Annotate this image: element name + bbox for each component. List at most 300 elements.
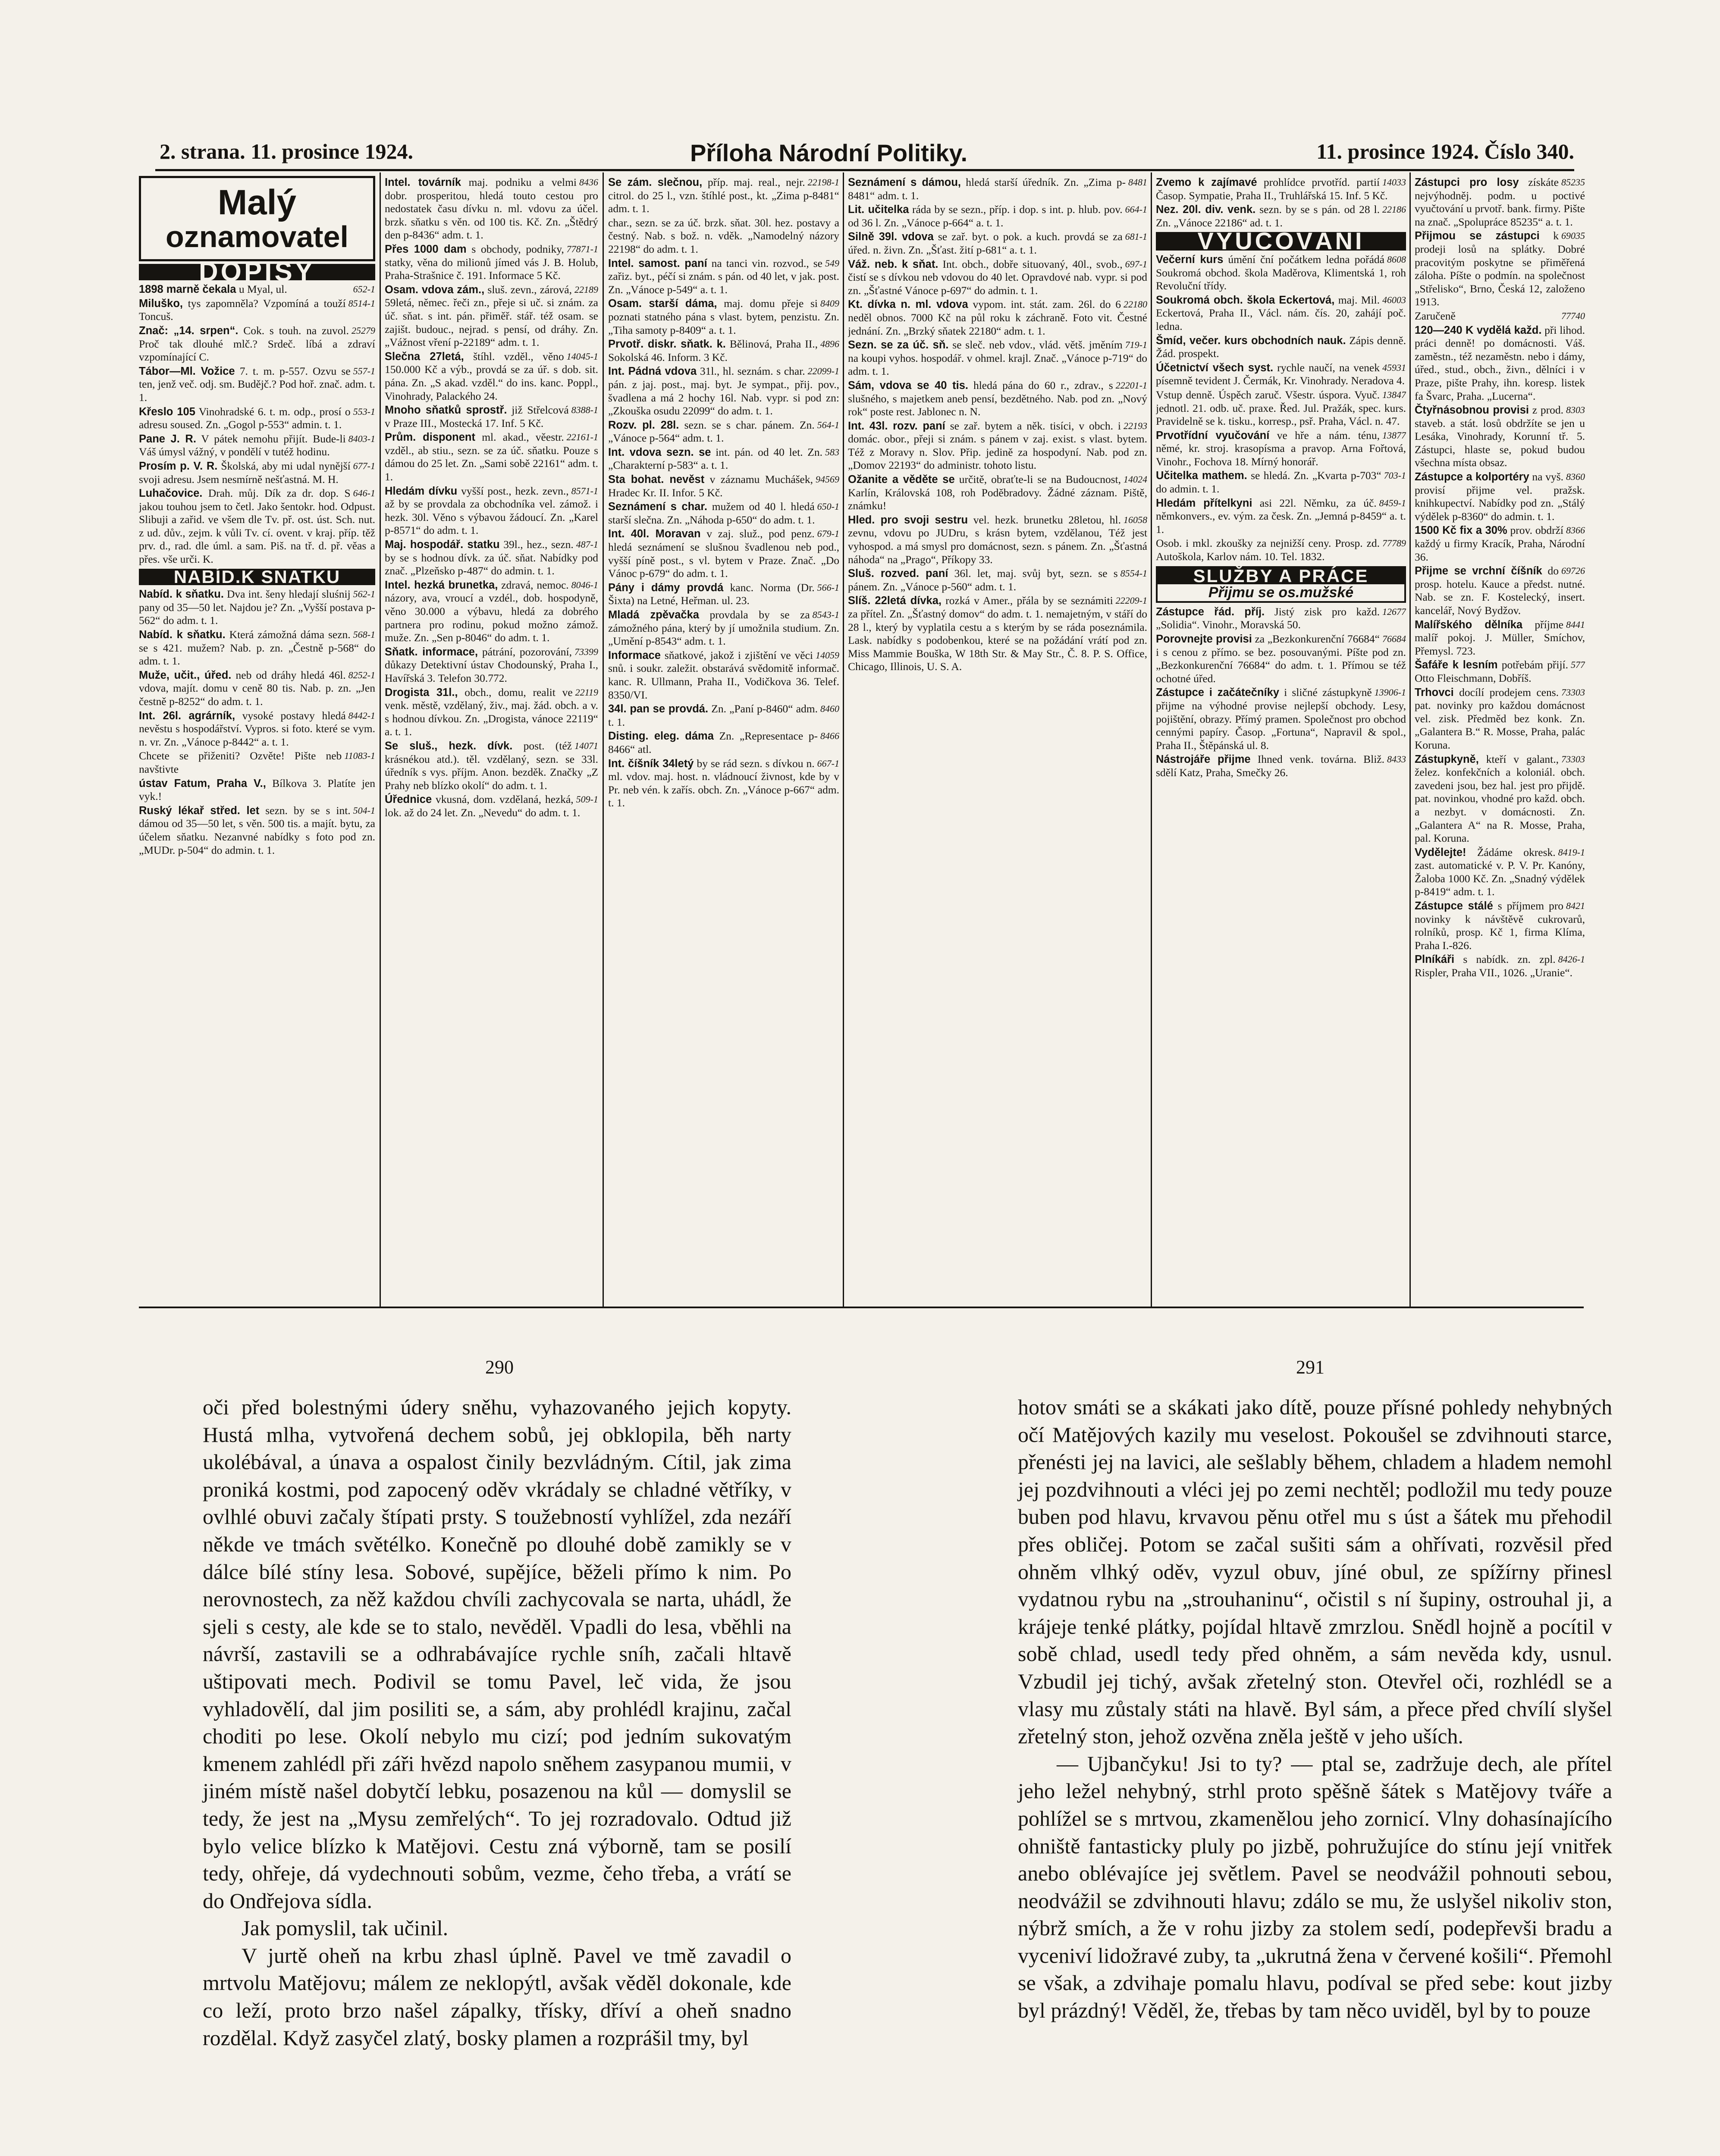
header-rule <box>155 169 1574 171</box>
ad-text: sezn. by se s pán. od 28 l. Zn. „Vánoce 22186“ ad. t. 1. <box>1156 203 1380 229</box>
ad-headline: Muže, učit., úřed. <box>139 669 232 681</box>
ad-text: příjme malíř pokoj. J. Müller, Smíchov, Přemysl. 723. <box>1415 618 1585 657</box>
ad-code: 14045-1 <box>566 351 598 362</box>
ad-headline: Drogista 31l., <box>385 686 458 699</box>
ad-text: maj. domu přeje si poznati statného pána s vlast. bytem, penzistu. Zn. „Tiha samoty p-8409“ a. t. 1. <box>608 297 839 336</box>
classified-ad <box>848 420 1147 472</box>
ad-text: Která zámožná dáma sezn. se s 421. mužem? Nab. p. zn. „Čestně p-568“ do adm. t. 1. <box>139 628 375 667</box>
classified-ad <box>608 649 839 702</box>
classified-ad <box>139 324 375 364</box>
header-date-right: 11. prosince 1924. Číslo 340. <box>1316 139 1574 163</box>
ads-list-5a <box>1156 176 1406 229</box>
ad-text: maj. podniku a velmi dobr. prosperitou, hledá touto cestou pro nedostatek času dívku n. ml. vdovu za účel. brzk. sňatku s věn. od 100 tis. Kč. Zn. „Štědrý den p-8436“ adm. t. 1. <box>385 176 598 241</box>
classified-ad <box>385 350 598 403</box>
ads-bottom-rule <box>139 1307 1584 1308</box>
ad-code: 8426-1 <box>1558 954 1585 965</box>
ad-text: ráda by se sezn., příp. i dop. s int. p. hlub. pov. od 36 l. Zn. „Vánoce p-664“ a. t. 1. <box>848 203 1123 229</box>
column-divider <box>1409 172 1411 1307</box>
ad-code: 77789 <box>1382 538 1406 549</box>
classified-ad <box>385 485 598 537</box>
ads-dopisy <box>139 283 375 566</box>
ad-text: štíhl. vzděl., věno 150.000 Kč a výb., provdá se za úř. s dob. sit. pána. Zn. „S akad. vzděl.“ do ins. kanc. Poppl., Vinohrady, Palackého 24. <box>385 350 598 402</box>
ad-code: 719-1 <box>1125 339 1147 351</box>
ad-text: ml. akad., věestr. vzděl., ab stiu., sezn. se za úč. sňatku. Pouze s dámou do 25 let. Zn. „Sami sobě 22161“ adm. t. 1. <box>385 431 598 483</box>
ad-text: maj. Mil. Eckertová, Praha II., Václ. nám. čís. 20, zahájí poč. ledna. <box>1156 293 1406 332</box>
ad-text: i sličné zástupkyně přijme na výhodné provise nejlepší obchody. Lesy, pojištění, obrazy. Přímý pramen. Společnost pro obchod cennými papíry. Časop. „Fortuna“, Napravil & spol., Praha II., Štěpánská ul. 8. <box>1156 686 1406 752</box>
classified-ad <box>608 216 839 256</box>
ad-code: 667-1 <box>817 758 839 769</box>
ad-headline: Sám, vdova se 40 tis. <box>848 379 968 392</box>
header-title: Příloha Národní Politiky. <box>690 139 968 166</box>
ad-text: vkusná, dom. vzdělaná, hezká, lok. až do 24 let. Zn. „Nevedu“ do adm. t. 1. <box>385 793 581 819</box>
section-nabidky-snatku: NABÍD.K SNATKU <box>139 569 375 586</box>
ad-headline: Int. Pádná vdova <box>608 365 697 378</box>
ad-code: 77740 <box>1561 310 1585 321</box>
ad-code: 85235 <box>1561 177 1585 188</box>
classified-ad <box>1156 753 1406 779</box>
ad-code: 22099-1 <box>807 366 839 377</box>
classified-ad <box>1156 605 1406 632</box>
classified-ad <box>1415 846 1585 899</box>
ad-headline: Malířského dělníka <box>1415 618 1523 631</box>
ad-code: 22161-1 <box>566 432 598 443</box>
classified-ad <box>608 297 839 337</box>
ad-headline: Porovnejte provisi <box>1156 633 1252 645</box>
ads-column-4 <box>848 176 1147 1306</box>
classified-ad <box>385 793 598 819</box>
ad-code: 677-1 <box>353 460 375 471</box>
classified-ad <box>385 431 598 483</box>
ad-headline: Nabíd. k sňatku. <box>139 629 226 641</box>
ad-code: 8252-1 <box>348 669 375 680</box>
ad-headline: Váž. neb. k sňat. <box>848 258 938 270</box>
ad-text: prov. obdrží každý u firmy Kracík, Praha, Národní 36. <box>1415 524 1585 563</box>
ad-code: 577 <box>1571 659 1585 671</box>
ad-code: 8046-1 <box>571 579 598 590</box>
ad-text: 31l., hl. seznám. s char. pán. z jaj. post., maj. byt. Je sympat., přij. pov., švadlena a má 2 hochy 16l. Nab. vypr. si pod zn: „Zkouška osudu 22099“ do adm. t. 1. <box>608 365 839 417</box>
ad-code: 8459-1 <box>1379 497 1406 508</box>
ad-code: 22180 <box>1124 299 1147 310</box>
ad-code: 8433 <box>1387 754 1406 765</box>
ad-text: určitě, obraťte-li se na Budoucnost, Karlín, Královská 108, roh Poděbradovy. Žádné záznam. Piště, známku! <box>848 473 1147 512</box>
ad-code: 14033 <box>1382 177 1406 188</box>
ad-code: 8571-1 <box>571 485 598 496</box>
classified-ad <box>848 338 1147 378</box>
classified-ad <box>848 298 1147 338</box>
ads-column-5 <box>1156 176 1406 1306</box>
ad-headline: Informace <box>608 649 661 661</box>
ad-headline: ústav Fatum, Praha V., <box>139 777 266 790</box>
ad-text: vel. hezk. brunetku 28letou, hl. zevnu, vdovu po JUDru, s krásn bytem, vzdělanou, Též jest vyhospod. a má smysl pro domácnost, sezn. s pánem. Zn. „Šťastná náhoda“ na „Prago“, Příkopy 33. <box>848 513 1147 566</box>
ad-headline: Hledám dívku <box>385 485 458 497</box>
ad-code: 504-1 <box>353 805 375 816</box>
ad-text: V pátek nemohu přijít. Bude-li Váš úmysl vážný, v pondělí v tutéž hodinu. <box>139 432 346 458</box>
classified-ad <box>1156 497 1406 536</box>
classified-ad <box>139 749 375 776</box>
ad-code: 509-1 <box>576 794 598 805</box>
ad-text: asi 22l. Němku, za úč. němkonvers., ev. vým. za česk. Zn. „Jemná p-8459“ a. t. 1. <box>1156 496 1406 536</box>
classified-ad <box>848 473 1147 513</box>
ad-text: za „Bezkonkurenční 76684“ i s cenou z přímo. se bez. posouvanými. Píšte pod zn. „Bezkonkurenční 76684“ do adm. t. 1. Přímou se též ochotné úřed. <box>1156 633 1406 685</box>
ad-text: Ihned venk. továrna. Bliž. sdělí Katz, Praha, Smečky 26. <box>1156 753 1384 779</box>
ad-headline: Kt. dívka n. ml. vdova <box>848 298 968 311</box>
ad-headline: Prosím p. V. R. <box>139 460 218 472</box>
ad-text: 39l., hez., sezn. by se s hodnou dívk. za úč. sňat. Nabídky pod znač. „Plzeňsko p-487“ do admin. t. 1. <box>385 538 598 577</box>
ad-code: 553-1 <box>353 406 375 417</box>
ad-text: sezn. by se s int. dámou od 35—50 let, s věn. 500 tis. a majít. bytu, za účelem sňatku. Nezanvné nabídky s foto pod zn. „MUDr. p-504“ do admin. t. 1. <box>139 804 375 856</box>
ad-code: 14059 <box>816 649 839 661</box>
ad-headline: Prvotř. diskr. sňatk. k. <box>608 338 726 351</box>
classified-ad <box>385 176 598 242</box>
ad-code: 8360 <box>1566 471 1585 483</box>
ad-headline: Rozv. pl. 28l. <box>608 419 679 431</box>
ad-headline: Intel. továrník <box>385 176 461 188</box>
classified-ad <box>1156 294 1406 333</box>
ad-headline: Křeslo 105 <box>139 405 195 418</box>
ads-list-6 <box>1415 176 1585 980</box>
ad-code: 8419-1 <box>1558 846 1585 858</box>
classified-ad <box>1415 470 1585 523</box>
ad-code: 8460 <box>820 703 839 714</box>
classified-ad <box>608 338 839 364</box>
ad-code: 8543-1 <box>812 609 839 620</box>
ad-code: 8608 <box>1387 254 1406 265</box>
ad-code: 646-1 <box>353 488 375 499</box>
ad-headline: Int. 26l. agrárník, <box>139 709 235 722</box>
ad-text: z prod. staveb. a stát. losů obdržíte se jen u Lesáka, Vinohrady, Korunní tř. 5. Zástupci, hlaste se, pokud budou všechna místa obsaz. <box>1415 404 1585 469</box>
ad-code: 703-1 <box>1384 470 1406 481</box>
ad-text: u Myal, ul. <box>239 283 287 296</box>
classified-ad <box>1415 324 1585 403</box>
ad-text: Zn. „Representace p-8466“ atl. <box>608 730 818 755</box>
ad-headline: Lit. učitelka <box>848 204 909 216</box>
classified-ad <box>848 176 1147 202</box>
ads-list-5c <box>1156 605 1406 780</box>
classified-ad <box>848 594 1147 674</box>
ad-headline: Soukromá obch. škola Eckertová, <box>1156 294 1335 306</box>
ad-text: k prodeji losů na splátky. Dobré pracovitým poskytne se přiměřená záloha. Píšte o podmín. na společnost „Střelisko“, Brno, Česká 12, založeno 1913. <box>1415 229 1585 308</box>
ad-text: příp. maj. real., nejr. citrol. do 25 l., vzn. štíhlé post., kt. „Zima p-8481“ adm. t. 1. <box>608 176 839 215</box>
column-divider <box>843 172 844 1307</box>
ad-code: 8514-1 <box>348 298 375 309</box>
classified-ad <box>608 730 839 756</box>
ad-code: 14024 <box>1124 474 1147 485</box>
ad-headline: Intel. samost. paní <box>608 257 707 270</box>
ad-code: 25279 <box>352 325 375 336</box>
ad-text: se hledá. Zn. „Kvarta p-703“ do admin. t. 1. <box>1156 469 1381 495</box>
ad-code: 8436 <box>579 177 598 188</box>
classified-ad <box>848 514 1147 566</box>
ad-headline: Maj. hospodář. statku <box>385 539 500 551</box>
classified-ad <box>1415 899 1585 952</box>
page-number-right: 291 <box>1296 1357 1325 1378</box>
ad-headline: Seznámení s dámou, <box>848 176 961 188</box>
ad-code: 69726 <box>1561 565 1585 577</box>
classified-ad <box>848 379 1147 419</box>
classified-ad <box>608 757 839 810</box>
ad-code: 4896 <box>820 338 839 350</box>
ad-headline: Zástupce i začátečníky <box>1156 686 1279 699</box>
ad-headline: Nabíd. k sňatku. <box>139 588 224 601</box>
classified-ad <box>139 669 375 708</box>
ad-code: 564-1 <box>817 419 839 430</box>
classified-ad <box>1415 310 1585 323</box>
ad-code: 22209-1 <box>1115 595 1147 606</box>
ads-column-6 <box>1415 176 1585 1306</box>
ads-column-3 <box>608 176 839 1306</box>
ad-text: úmění ční počátkem ledna pořádá Soukromá obchod. škola Maděrova, Klimentská 1, roh Revoluční třídy. <box>1156 253 1406 292</box>
ad-headline: Ožanite a věděte se <box>848 473 955 486</box>
story-paragraph: Jak pomyslil, tak učinil. <box>242 1916 449 1940</box>
ad-text: na tanci vin. rozvod., se zařiz. byt., péčí si znám. s pán. od 40 let, v jak. post. Zn. „Vánoce p-549“ a. t. 1. <box>608 257 839 296</box>
ad-code: 73303 <box>1561 686 1585 698</box>
ad-text: ve hře a nám. ténu, němé, kr. stroj. krasopísma a pravop. Arna Fořtová, Vinohr., Fochova 18. Mírný honorář. <box>1156 429 1406 468</box>
ads-list-2 <box>385 176 598 820</box>
sluzby-title: SLUŽBY A PRÁCE <box>1158 568 1404 585</box>
classified-ad <box>608 702 839 729</box>
classified-ad <box>1415 524 1585 564</box>
ad-headline: 1898 marně čekala <box>139 283 236 296</box>
ad-code: 8403-1 <box>348 433 375 444</box>
ad-headline: Trhovci <box>1415 686 1454 699</box>
ad-headline: Disting. eleg. dáma <box>608 730 714 743</box>
ad-code: 13877 <box>1382 429 1406 441</box>
ad-text: Školská, aby mi udal nynější svoji adresu. Jsem nesmírně nešťastná. M. H. <box>139 459 351 486</box>
ad-headline: Šafáře k lesním <box>1415 659 1498 671</box>
column-divider <box>1151 172 1152 1307</box>
ad-text: by se rád sezn. s dívkou n. ml. vdov. maj. host. n. vládnoucí živnost, kde by v Pr. neb vén. k zařís. obch. Zn. „Vánoce p-667“ adm. t. 1. <box>608 757 839 809</box>
classified-ad <box>848 258 1147 298</box>
ad-headline: 1500 Kč fix a 30% <box>1415 524 1507 537</box>
ad-headline: Zvemo k zajímavé <box>1156 176 1257 188</box>
ad-code: 562-1 <box>353 589 375 600</box>
ad-code: 22189 <box>574 284 598 295</box>
ad-text: se zař. bytem a něk. tisíci, v obch. i domác. obor., přeji si znám. s pánem v zaj. exist. s vlast. bytem. Též z Moravy n. Slov. Přip. jedině za hospodyní. Nab. pod zn. „Domov 22193“ do administr. tohoto listu. <box>848 419 1147 472</box>
classified-ad <box>1156 176 1406 202</box>
ad-headline: Miluško, <box>139 297 183 310</box>
ad-headline: Šmíd, večer. kurs obchodních nauk. <box>1156 334 1346 347</box>
ad-headline: Přijme se vrchní číšník <box>1415 565 1542 577</box>
maly-oznamovatel-logo <box>139 176 375 261</box>
ad-code: 46003 <box>1382 294 1406 305</box>
ad-text: prohlídce prvotříd. partií Časop. Sympatie, Praha II., Truhlářská 15. Inf. 5 Kč. <box>1156 176 1388 202</box>
classified-ad <box>1415 953 1585 979</box>
story-column-right <box>1018 1394 1612 2024</box>
ad-headline: Přijmou se zástupci <box>1415 230 1540 242</box>
ad-code: 22193 <box>1124 420 1147 431</box>
classified-ad <box>1156 203 1406 229</box>
story-paragraph: oči před bolestnými údery sněhu, vyhazovaného jejich kopyty. Hustá mlha, vytvořená dechem sobů, jej obklopila, běh narty ukolébával, a únava a ospalost činily bezvládným. Cítil, jak zima proniká kostmi, pod zapocený oděv vkrádaly se chladné větříky, v ovlhlé obuvi začaly štípati prsty. S toužebností vyhlížel, zda nezáří někde ve tmách světélko. Konečně po dlouhé době zamikly se v dálce bílé stíny lesa. Sobové, supějíce, běželi přímo k nim. Po nerovnostech, za něž každou chvíli zachycovala se narta, uhádl, že sjeli s cesty, ale kde se to stalo, nevěděl. Vpadli do lesa, vběhli na návrší, zastavili se a odhrabávajíce rychle sníh, začali hltavě uštipovati mech. Podivil se tomu Pavel, leč vida, že jsou vyhladovělí, dal jim posiliti se, a sám, aby prohlédl krajinu, začal choditi po lese. Okolí nebylo mu cizí; pod jedním sukovatým kmenem zahlédl při záři hvězd napolo sněhem zasypanou mumii, v jiném místě našel dobytčí lebku, posazenou na kůl — domyslil se tedy, že jest na „Mysu zemřelých“. To jej rozradovalo. Odtud již bylo velice blízko k Matějovi. Cestu zná výborně, tam se posilí tedy, ohřeje, dá vydechnouti sobům, vezme, čeho třeba, a vrátí se do Ondřejova sídla. <box>203 1395 791 1913</box>
ad-text: Žádáme okresk. zast. automatické v. P. V. Pr. Kanóny, Žaloba 1000 Kč. Zn. „Snadný výdělek p-8419“ adm. t. 1. <box>1415 846 1585 898</box>
classified-ad <box>608 608 839 648</box>
ad-text: v zaj. služ., pod penz. hledá seznámení se slušnou švadlenou neb pod., vyšší píně post., s vl. bytem v Praze. Znač. „Do Vánoc p-679“ do adm. t. 1. <box>608 527 839 580</box>
ad-text: Bílkova 3. Platíte jen vyk.! <box>139 777 375 803</box>
ad-code: 16058 <box>1124 514 1147 525</box>
ad-headline: Int. vdova sezn. se <box>608 446 711 458</box>
ad-code: 22186 <box>1382 204 1406 215</box>
ad-text: Zaručeně <box>1415 309 1456 322</box>
ad-text: Vstup denně. Úspěch zaruč. Všestr. úspora. Vyuč. jednotl. 21. odb. uč. praxe. Řed. Jul. Pražák, spec. kurs. Pravidelně se k. tisku., korresp., psř. Praha, Václ. n. 47. <box>1156 388 1406 428</box>
ad-text: kanc. Norma (Dr. Šixta) na Letné, Heřman. ul. 23. <box>608 581 815 607</box>
ad-code: 681-1 <box>1125 231 1147 242</box>
classified-ad <box>1415 404 1585 470</box>
ad-text: 36l. let, maj. svůj byt, sezn. se s pánem. Zn. „Vánoce p-560“ adm. t. 1. <box>848 567 1118 593</box>
classified-ad <box>1156 686 1406 752</box>
ad-headline: Luhačovice. <box>139 487 203 500</box>
ad-code: 22119 <box>575 686 598 698</box>
ad-code: 652-1 <box>353 284 375 295</box>
ad-headline: Sňatk. informace, <box>385 646 478 658</box>
ad-code: 11083-1 <box>344 750 375 761</box>
ad-headline: Mnoho sňatků sprostř. <box>385 404 507 417</box>
classified-ad <box>139 777 375 803</box>
ad-code: 73399 <box>574 646 598 657</box>
ads-list-4 <box>848 176 1147 674</box>
ad-code: 13906-1 <box>1374 687 1406 698</box>
classified-ad <box>385 579 598 645</box>
classified-ad <box>608 500 839 526</box>
ad-text: Cok. s touh. na zuvol. Proč tak dlouhé mlč.? Srdeč. líbá a zdraví vzpomínající C. <box>139 324 375 364</box>
ad-text: char., sezn. se za úč. brzk. sňat. 30l. hez. postavy a čestný. Nab. s bož. n. vděk. „Namodelný názory 22198“ do adm. t. 1. <box>608 216 839 255</box>
ad-text: Zápis denně. Žád. prospekt. <box>1156 334 1406 360</box>
ad-code: 8409 <box>820 298 839 309</box>
ad-code: 8303 <box>1566 404 1585 416</box>
column-divider <box>380 172 381 1307</box>
ad-headline: Úřednice <box>385 793 432 806</box>
ad-text: Zn. „Paní p-8460“ adm. t. 1. <box>608 702 818 728</box>
ad-headline: Se zám. slečnou, <box>608 176 703 188</box>
ad-headline: Pane J. R. <box>139 432 196 445</box>
classified-ad <box>1156 633 1406 685</box>
classified-ad <box>608 473 839 499</box>
ad-code: 22198-1 <box>807 177 839 188</box>
ad-headline: Zástupce řád. příj. <box>1156 605 1265 618</box>
ad-text: s příjmem pro novinky k návštěvě cukrovarů, rolníků, prosp. Kč 1, firma Klíma, Praha I.-826. <box>1415 899 1585 952</box>
ad-code: 12677 <box>1382 606 1406 617</box>
ad-headline: Int. 43l. rozv. paní <box>848 420 945 432</box>
ad-code: 76684 <box>1382 633 1406 644</box>
classified-ad <box>385 243 598 282</box>
classified-ad <box>608 527 839 580</box>
ad-headline: Sezn. se za úč. sň. <box>848 339 949 351</box>
classified-ad <box>1415 176 1585 229</box>
ad-text: v záznamu Muchášek, Hradec Kr. II. Infor. 5 Kč. <box>608 473 813 499</box>
story-paragraph: hotov smáti se a skákati jako dítě, pouze přísné pohledy nehybných očí Matějových kazily mu veselost. Pokoušel se zdvihnouti starce, přenésti jej na lavici, ale sešlably během, chladem a hladem nemohl jej pozdvihnouti a vléci jej po zemi nechtěl; podložil mu tedy pouze buben pod hlavu, krvavou pěnu otřel mu s úst a šátek mu přehodil přes obličej. Potom se začal sušiti sám a ohřívati, rozvěsil před ohněm vlhký oděv, vyzul obuv, jíné obul, ze spížírny přinesl vydatnou rybu na „strouhaninu“, očistil s ní šupiny, ostrouhal ji, a krájeje tenké plátky, pojídal hltavě zmrzlou. Snědl hojně a pocítil v sobě chlad, usedl tedy před ohněm, a sám nevěda kdy, usnul. Vzbudil jej tichý, avšak zřetelný ston. Otevřel oči, rozhlédl se a vlasy mu zůstaly státi na hlavě. Byl sám, a přece před chvílí slyšel zřetelný ston, jehož ozvěna zněla ještě v jeho uších. <box>1018 1395 1612 1749</box>
classified-ad <box>608 257 839 297</box>
classified-ad <box>139 405 375 432</box>
ads-column-2 <box>385 176 598 1306</box>
ad-headline: Prům. disponent <box>385 431 476 444</box>
ad-text: sezn. se s char. pánem. Zn. „Vánoce p-564“ adm. t. 1. <box>608 418 815 445</box>
ad-headline: Zástupci pro losy <box>1415 176 1519 188</box>
ad-text: potřebám přijí. Otto Fleischmann, Dobříš. <box>1415 658 1569 684</box>
classified-ad <box>1415 753 1585 845</box>
ad-headline: Čtyřnásobnou provisi <box>1415 404 1529 417</box>
ad-code: 77871-1 <box>566 243 598 254</box>
ad-headline: Znač: „14. srpen“. <box>139 324 239 337</box>
ad-text: vyšší post., hezk. zevn., až by se provdala za obchodníka vel. zámož. i hezk. 30l. Věno s výbavou žádoucí. Zn. „Karel p-8571“ do adm. t. 1. <box>385 484 598 537</box>
ad-headline: Sluš. rozved. paní <box>848 567 948 580</box>
ad-code: 73303 <box>1561 753 1585 765</box>
ad-code: 679-1 <box>817 528 839 539</box>
classified-ad <box>1415 618 1585 658</box>
ad-text: na vyš. provisí přijme vel. pražsk. knihkupectví. Nabídky pod zn. „Stálý výdělek p-8360“ do admin. t. 1. <box>1415 470 1585 523</box>
story-paragraph: V jurtě oheň na krbu zhasl úplně. Pavel ve tmě zavadil o mrtvolu Matějovu; málem ze neklopýtl, avšak věděl dokonale, kde co leží, proto brzo našel zápalky, třísky, dříví a oheň snadno rozdělal. Když zasyčel zlatý, bosky plamen a rozprášil tmy, byl <box>203 1943 791 2050</box>
ad-text: tys zapomněla? Vzpomíná a touží Toncuš. <box>139 297 346 323</box>
ad-text: s nabídk. zn. zpl. Rispler, Praha VII., 1026. „Uranie“. <box>1415 953 1573 979</box>
ad-text: provdala by se za zámožného pána, který by jí umožnila studium. Zn. „Umění p-8543“ adm. t. 1. <box>608 608 839 648</box>
ad-text: do prosp. hotelu. Kauce a předst. nutné. Nab. se zn. F. Kostelecký, insert. kancelář, Nový Bydžov. <box>1415 564 1585 617</box>
ad-text: pátrání, pozorování, důkazy Detektivní ústav Chodounský, Praha I., Havířská 3. Telefon 30.772. <box>385 645 598 684</box>
ad-headline: Účetnictví všech syst. <box>1156 361 1274 374</box>
ad-text: zdravá, nemoc. názory, ava, vroucí a vzdél., dob. hospodyně, věno 30.000 a výbavu, hledá za dobrého partnera pro rodinu, pokud možno zámož. muže. Zn. „Sen p-8046“ do adm. t. 1. <box>385 578 598 644</box>
ad-text: Jistý zisk pro každ. „Solidia“. Vinohr., Moravská 50. <box>1156 605 1380 631</box>
ad-code: 8441 <box>1566 619 1585 630</box>
classified-ad <box>1415 686 1585 752</box>
ad-headline: Intel. hezká brunetka, <box>385 579 498 591</box>
story-column-left <box>203 1394 791 2052</box>
classified-ad <box>608 419 839 445</box>
ad-headline: Plníkáři <box>1415 953 1455 966</box>
ad-code: 583 <box>825 446 839 458</box>
ad-text: sluš. zevn., zárová, 59letá, němec. řeči zn., přeje si uč. si znám. za úč. sňat. s int. pán. přiměř. stář. též osam. se zajišt. budouc., nejrad. s pensí, od dráhy. Zn. „Vážnost vření p-22189“ adm. t. 1. <box>385 283 598 349</box>
ad-headline: Prvotřídní vyučování <box>1156 429 1270 442</box>
ad-headline: Int. číšník 34letý <box>608 757 694 770</box>
ad-headline: 120—240 K vydělá každ. <box>1415 324 1542 336</box>
ad-headline: Večerní kurs <box>1156 253 1224 266</box>
classified-ad <box>1415 658 1585 685</box>
ad-text: s obchody, podniky, statky, věna do milionů jímed vás J. B. Holub, Praha-Strašnice č. 191. Informace 5 Kč. <box>385 242 598 282</box>
classified-ad <box>385 646 598 685</box>
classified-ad <box>608 176 839 216</box>
ad-code: 8554-1 <box>1120 568 1147 579</box>
ad-text: vypom. int. stát. zam. 26l. do 6 neděl obnos. 7000 Kč na půl roku k záchraně. Foto vit. Čestné jednání. Zn. „Brzký sňatek 22180“ adm. t. 1. <box>848 298 1147 337</box>
ad-headline: Hled. pro svoji sestru <box>848 514 968 526</box>
ad-text: obch., domu, realit ve venk. městě, vzdělaný, živ., maj. žád. obch. a v. s hodnou dívkou. Zn. „Drogista, vánoce 22119“ a. t. 1. <box>385 686 598 738</box>
classified-ad <box>139 487 375 566</box>
ad-text: vysoké postavy hledá nevěstu s hospodářství. Vypros. si foto. které se vym. n. vr. Zn. „Vánoce p-8442“ a. t. 1. <box>139 709 375 748</box>
ad-text: Int. obch., dobře situovaný, 40l., svob., čistí se s dívkou neb vdovou do 40 let. Opravdové nab. vypr. si pod zn. „Šťastné Vánoce p-697“ do admin. t. 1. <box>848 257 1147 297</box>
ad-text: Drah. můj. Dík za dr. dop. S jakou touhou jsem to četl. Jako šentokr. hod. Odpust. Slibuji a zařid. ve všem dle Tv. př. ost. úst. Sch. nut. z ud. dův., zejm. k vůli Tv. cí. ovent. v kraj. příp. těž prv. d., rad. dle úml. a sam. Piš. na tř. d. př. věas a přes. vše urči. K. <box>139 487 375 566</box>
ad-text: sňatkové, jakož i zjištění ve věci snů. i soukr. zaležit. obstarává svědomitě informač. kanc. R. Ullmann, Praha II., Vodičkova 36. Telef. 8350/VI. <box>608 649 839 701</box>
classified-ad <box>608 446 839 472</box>
ad-headline: Seznámení s char. <box>608 501 707 513</box>
ad-text: int. pán. od 40 let. Zn. „Charakterní p-583“ a. t. 1. <box>608 445 822 472</box>
classified-ad <box>139 804 375 857</box>
classified-ad <box>385 538 598 578</box>
ad-text: neb od dráhy hledá 46l. vdova, majít. domu v ceně 80 tis. Nab. p. zn. „Jen čestně p-8252“ do adm. t. 1. <box>139 668 375 708</box>
page-number-left: 290 <box>485 1357 514 1378</box>
ad-text: Chcete se přiženiti? Ozvěte! Pište neb navštivte <box>139 749 342 775</box>
ad-headline: Zástupce stálé <box>1415 900 1493 912</box>
classified-ad <box>848 230 1147 257</box>
ad-code: 8388-1 <box>571 404 598 416</box>
section-dopisy: DOPISY <box>139 264 375 281</box>
ad-code: 8466 <box>820 730 839 742</box>
ad-code: 487-1 <box>576 539 598 550</box>
ad-code: 650-1 <box>817 501 839 512</box>
ad-text: docílí prodejem cens. pat. novinky pro každou domácnost vel. zisk. Předměd bez konk. Zn. „Galantera B.“ R. Mosse, Praha, palác Koruna. <box>1415 686 1585 751</box>
logo-line-1: Malý <box>217 183 297 222</box>
ad-text: se sleč. neb vdov., vlád. větš. jměním na koupi vyhos. hospodář. v ohmel. krajl. Znač. „Vánoce p-719“ do adm. t. 1. <box>848 338 1147 378</box>
ad-text: získáte nejvýhodněj. podm. u poctivé vyučtování u prvotř. bank. firmy. Pište na znač. „Spolupráce 85235“ a. t. 1. <box>1415 176 1585 228</box>
classified-ad <box>608 581 839 608</box>
ad-code: 8421 <box>1566 900 1585 912</box>
classified-ad <box>1156 361 1406 388</box>
ad-code: 566-1 <box>817 582 839 593</box>
ad-code: 549 <box>825 257 839 269</box>
ad-code: 94569 <box>816 474 839 485</box>
